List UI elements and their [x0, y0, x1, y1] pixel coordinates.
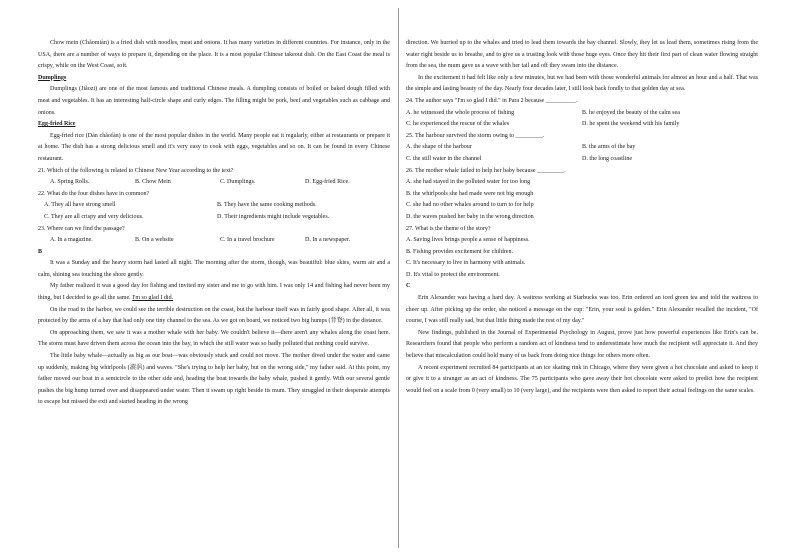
section-b-heading: B [38, 248, 43, 255]
question-25: 25. The harbour survived the storm owing to _________. [406, 132, 545, 139]
option: B. On a website [135, 237, 174, 244]
passage-b-paragraph-5: The little baby whale—actually as big as our boat—was obviously stuck and could not move. The mother dived under the water and came up suddenly, making big whirlpools (漩涡) and waves. "She's trying to help her baby, but on the wrong side," my father said. At this point, my father moved our boat in a semicircle to the other side and, heading the boat towards the baby whale, pushed it gently. With our several gentle pushes the big hump turned over and disappeared under water. Then it swam up right beside its mum. They struggled in their desperate attempts to escape but missed the exit and started heading in the wrong [38, 353, 390, 406]
question-24: 24. The author says "I'm so glad I did." in Para 2 because __________. [406, 97, 578, 104]
question-23-options [38, 235, 390, 247]
paragraph-text: My father realized it was a good day for fishing and invited my sister and me to go with him. I was only 14 and fishing had never been my thing, but I decided to go all the same. [38, 283, 390, 302]
section-c-heading: C [406, 283, 411, 290]
left-column [38, 38, 390, 520]
option: A. she had stayed in the polluted water for too long [406, 179, 531, 186]
option: D. Egg-fried Rice. [305, 179, 350, 186]
question-25-options [406, 142, 758, 165]
option: C. In a travel brochure [220, 237, 275, 244]
passage-b-paragraph-4: On approaching them, we saw it was a mother whale with her baby. We couldn't believe it—there aren't any whales along the coast here. The storm must have driven them across the ocean into the bay, in which the still water was so badly polluted that nothing could survive. [38, 329, 390, 348]
right-column [406, 38, 758, 520]
option: A. Spring Rolls. [50, 179, 90, 186]
question-21: 21. Which of the following is related to Chinese New Year according to the text? [38, 167, 234, 174]
option: A. In a magazine. [50, 237, 93, 244]
passage-b-paragraph-7: In the excitement it had felt like only a few minutes, but we had been with those wonderful animals for almost an hour and a half. That was the simple and lasting beauty of the day. Nearly four decades later, I still look back fondly to that golden day at sea. [406, 74, 758, 93]
passage-b-paragraph-6: direction. We hurried up to the whales and tried to lead them towards the bay channel. Slowly, they let us lead them, sometimes rising from the water right beside us to breathe, and to give us a trusting look with those huge eyes. Once they hit their first part of clean water flowing straight from the sea, the mum gave us a wave with her tail and off they swam into the distance. [406, 40, 758, 70]
option: A. They all have strong smell [44, 202, 116, 209]
option: D. the waves pushed her baby in the wrong direction [406, 213, 534, 220]
rice-heading: Egg-fried Rice [38, 121, 76, 128]
option: A. the shape of the harbour [406, 144, 472, 151]
option: C. he experienced the rescue of the whales [406, 121, 510, 128]
question-22: 22. What do the four dishes have in common? [38, 190, 150, 197]
question-21-options [38, 177, 390, 189]
option: B. the whirlpools she had made were not big enough [406, 190, 534, 197]
question-23: 23. Where can we find the passage? [38, 225, 125, 232]
option: D. he spent the weekend with his family [582, 121, 680, 128]
rice-paragraph: Egg-fried rice (Dàn chǎofàn) is one of the most popular dishes in the world. Many people eat it regularly, either at restaurants or prepare it at home. The dish has a strong delicious smell and it's very easy to cook with eggs, vegetables and so on. It can be found in every Chinese restaurant. [38, 132, 390, 162]
option: B. They have the same cooking methods. [217, 202, 317, 209]
option: B. Chow Mein [135, 179, 171, 186]
exam-page [38, 38, 758, 520]
option: D. It's vital to protect the environment. [406, 271, 500, 278]
question-26: 26. The mother whale failed to help her baby because _________. [406, 167, 566, 174]
option: B. Fishing provides excitement for children. [406, 248, 513, 255]
dumplings-heading: Dumplings [38, 74, 67, 81]
option: A. Saving lives brings people a sense of happiness. [406, 237, 530, 244]
dumplings-paragraph: Dumplings (Jiǎozi) are one of the most famous and traditional Chinese meals. A dumpling consists of boiled or baked dough filled with meat and vegetables. It has an interesting half-circle shape and curly edges. The filling might be pork, beef and vegetables such as cabbage and onions. [38, 86, 390, 116]
option: A. he witnessed the whole process of fishing [406, 109, 515, 116]
option: C. It's necessary to live in harmony with animals. [406, 260, 526, 267]
passage-b-paragraph-1: It was a Sunday and the heavy storm had lasted all night. The morning after the storm, though, was beautiful: blue skies, warm air and a calm, shining sea touching the shore gently. [38, 260, 390, 278]
chow-mein-paragraph: Chow mein (Chǎomiàn) is a fried dish with noodles, meat and onions. It has many varieties in different countries. For instance, only in the USA, there are a number of ways to prepare it, depending on the place. It is a most popular Chinese takeout dish. On the East Coast the meal is crispy, while on the West Coast, soft. [38, 40, 390, 70]
question-27: 27. What is the theme of the story? [406, 225, 491, 232]
option: C. she had no other whales around to turn to for help [406, 202, 534, 209]
option: C. the still water in the channel [406, 155, 482, 162]
underlined-sentence: I'm so glad I did. [132, 295, 174, 302]
column-divider [398, 8, 399, 548]
passage-c-paragraph-2: New findings, published in the Journal of Experimental Psychology in August, prove just how powerful experiences like Erin's can be. Researchers found that people who perform a random act of kindness tend to underestimate how much the recipient will appreciate it. And they believe that miscalculation could hold many of us back from doing nice things for others more often. [406, 329, 758, 360]
option: C. Dumplings. [220, 179, 256, 186]
option: D. the long coastline [582, 155, 633, 162]
passage-b-paragraph-2 [38, 281, 390, 304]
question-24-options [406, 108, 758, 131]
option: D. Their ingredients might include vegetables. [217, 213, 330, 220]
passage-c-paragraph-3: A recent experiment recruited 84 participants at an ice skating rink in Chicago, where they were given a hot chocolate and asked to keep it or give it to a stranger as an act of kindness. The 75 participants who gave away their hot chocolate were asked to predict how the recipient would feel on a scale from 0 (very small) to 10 (very large), and the recipients were then asked to report their actual feelings on the same scales. [406, 364, 758, 394]
passage-b-paragraph-3: On the road to the harbor, we could see the terrible destruction on the coast, but the harbour itself was in fairly good shape. After all, it was protected by the arms of a bay that had only one tiny channel to the sea. As we got on board, we noticed two big humps (背脊) in the distance. [38, 306, 390, 325]
passage-c-paragraph-1: Erin Alexander was having a hard day. A waitress working at Starbucks was too. Erin ordered an iced green tea and told the waitress to cheer up. After picking up the order, she noticed a message on the cup: "Erin, your soul is golden." Erin Alexander recalled the incident, "Of course, I was still really sad, but that little thing made the rest of my day." [406, 295, 758, 325]
option: D. In a newspaper. [305, 237, 351, 244]
option: B. he enjoyed the beauty of the calm sea [582, 109, 680, 116]
option: C. They are all crispy and very delicious. [44, 213, 144, 220]
question-22-options [38, 200, 390, 223]
option: B. the arms of the bay [582, 144, 636, 151]
